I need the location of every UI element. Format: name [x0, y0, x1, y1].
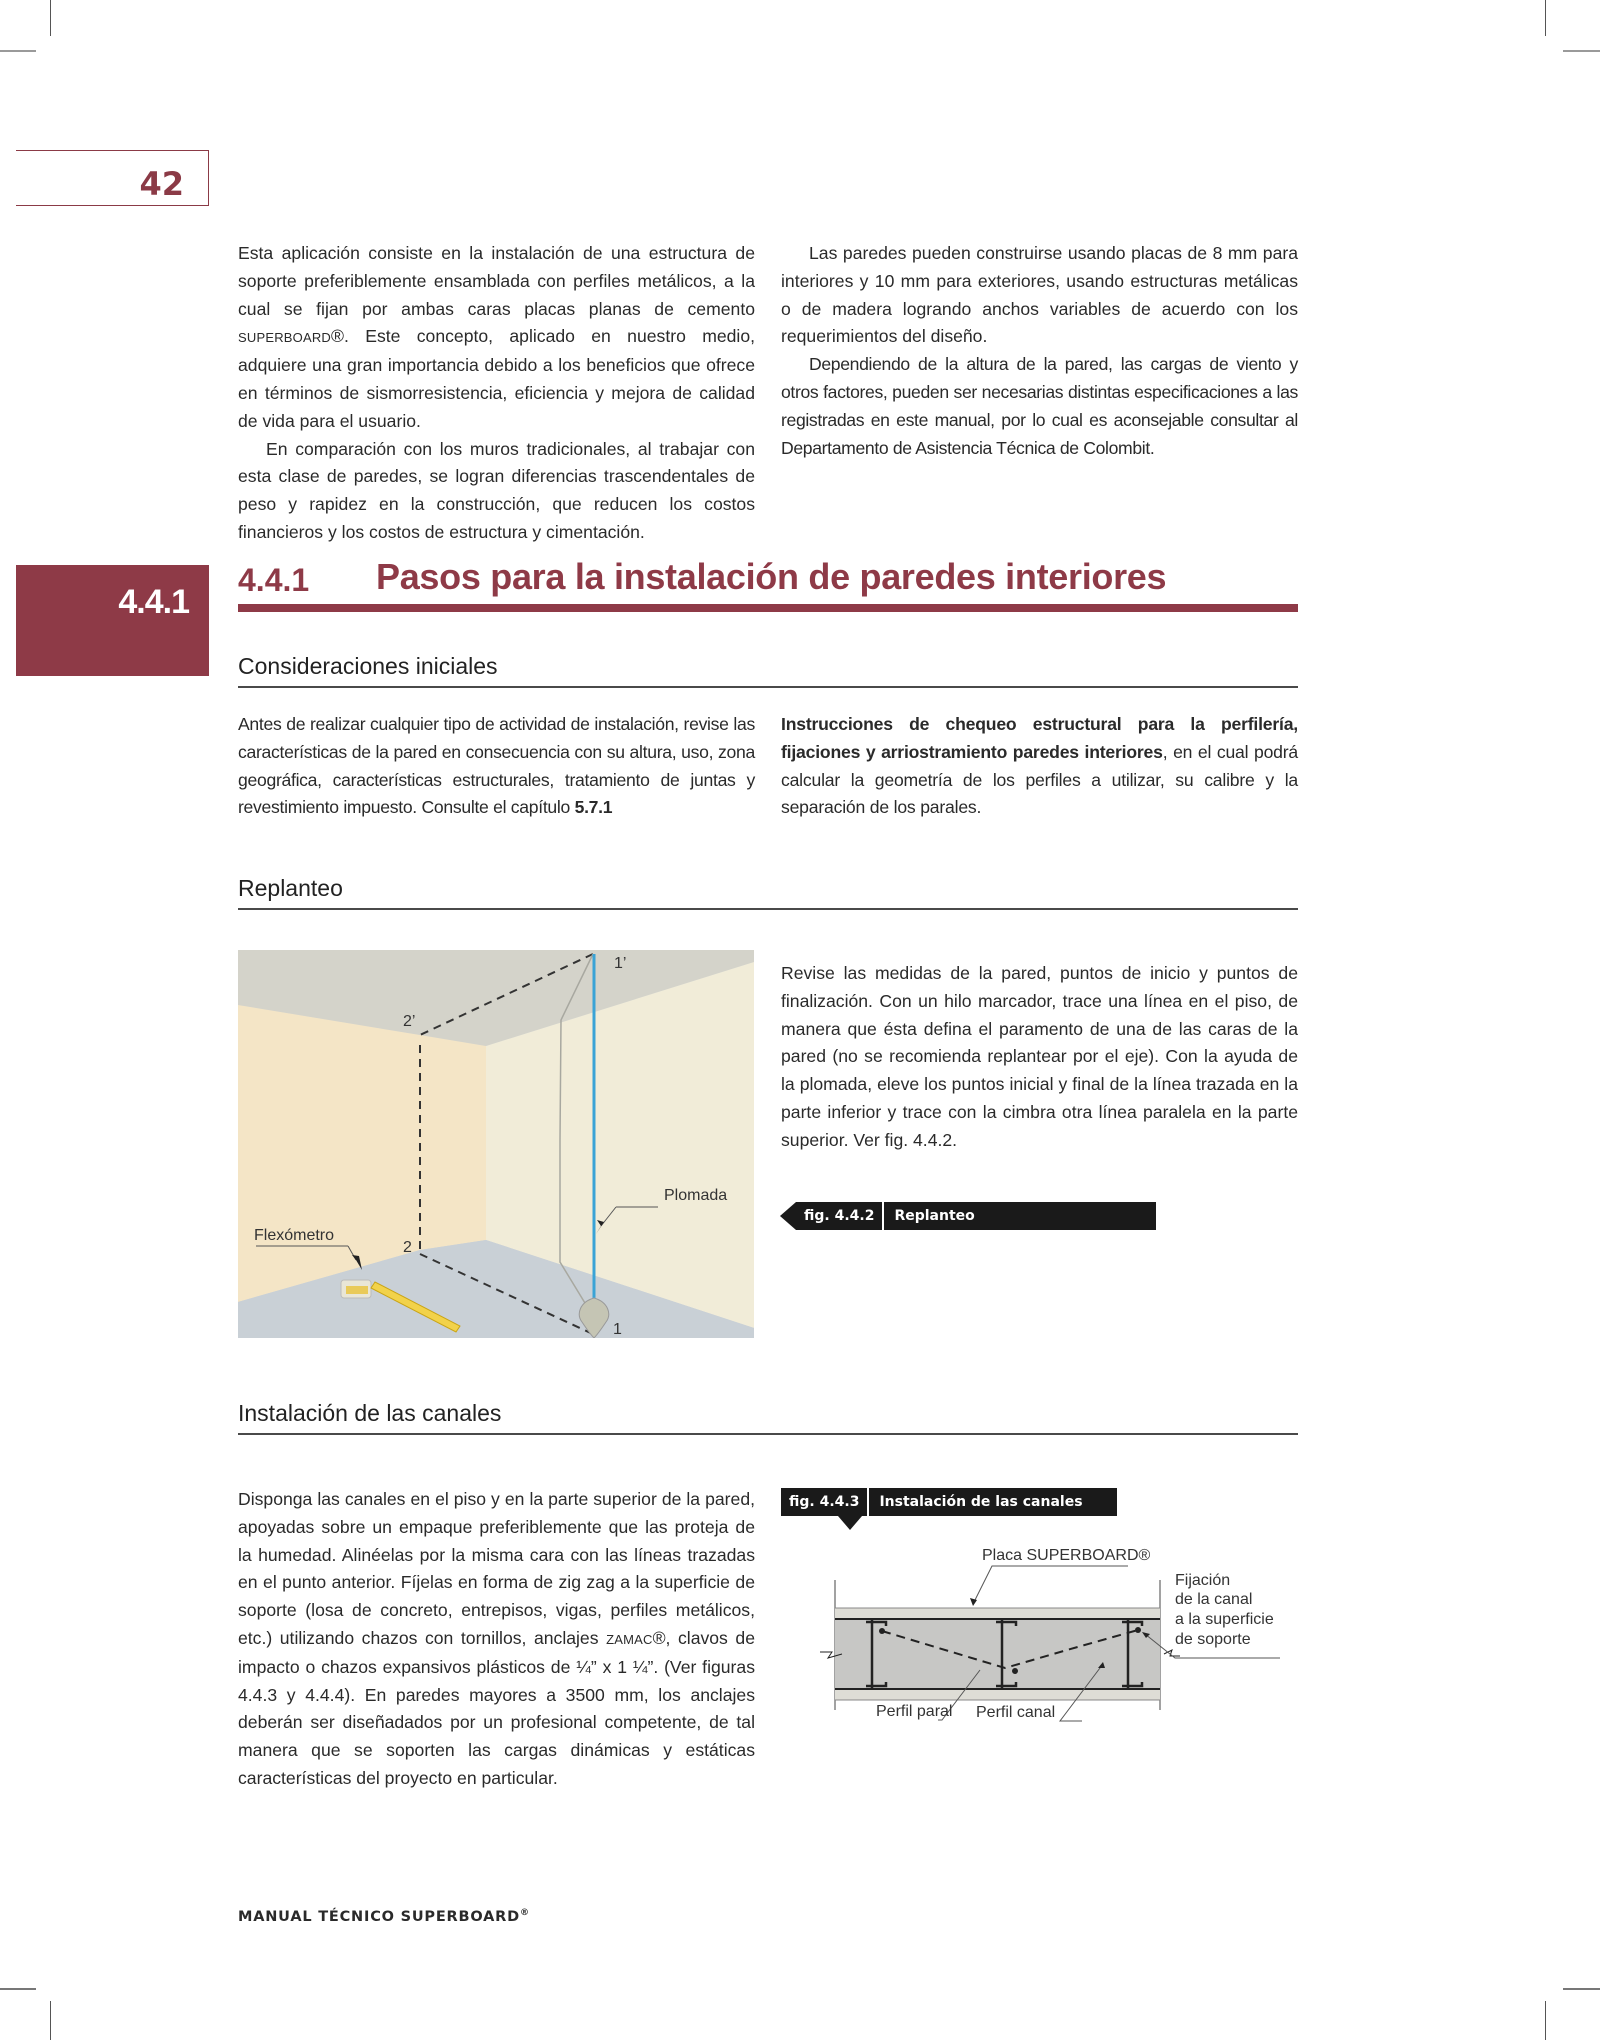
label-flexometro: Flexómetro	[254, 1227, 335, 1244]
crop-mark	[0, 1988, 36, 1990]
intro-paragraph-2: En comparación con los muros tradicionales, al trabajar con esta clase de paredes, se logran diferencias trascendentales de peso y rapidez en la construcción, que reducen los costos financieros y los costos de estructura y cimentación.	[238, 438, 755, 542]
crop-mark	[1545, 0, 1546, 36]
section-tab-number: 4.4.1	[118, 583, 189, 621]
label-plomada: Plomada	[664, 1187, 728, 1204]
label-point-1-prime: 1’	[614, 955, 627, 972]
crop-mark	[1563, 1988, 1600, 1990]
canales-section-diagram	[820, 1540, 1280, 1730]
figure-caption-4-4-2	[796, 1202, 1156, 1230]
subheading-consideraciones: Consideraciones iniciales	[238, 650, 1298, 688]
figure-pointer-arrow	[780, 1202, 796, 1230]
replanteo-text: Revise las medidas de la pared, puntos de inicio y puntos de finalización. Con un hilo marcador, trace una línea en el piso, de manera que ésta defina el paramento de una de las caras de la pared (no se recomienda replantear por el eje). Con la ayuda de la plomada, eleve los puntos inicial y final de la línea trazada en la parte inferior y trace con la cimbra otra línea paralela en la parte superior. Ver fig. 4.4.2.	[781, 963, 1298, 1150]
crop-mark	[50, 0, 51, 36]
label-perfil-paral: Perfil paral	[876, 1703, 953, 1720]
crop-mark	[0, 50, 36, 52]
page-footer: MANUAL TÉCNICO SUPERBOARD®	[238, 1908, 530, 1925]
figure-number: fig. 4.4.2	[796, 1202, 884, 1230]
brand-superboard: SUPERBOARD	[238, 330, 332, 346]
figure-title: Instalación de las canales	[879, 1494, 1083, 1510]
section-tab	[16, 565, 209, 676]
structural-check-reference: Instrucciones de chequeo estructural para la perfilería, fijaciones y arriostramiento paredes interiores	[781, 714, 1298, 762]
page-number-box	[16, 150, 209, 206]
replanteo-illustration	[238, 950, 754, 1338]
label-placa-superboard: Placa SUPERBOARD®	[982, 1547, 1151, 1564]
crop-mark	[1545, 2001, 1546, 2040]
crop-mark	[50, 2001, 51, 2040]
canales-text: Disponga las canales en el piso y en la parte superior de la pared, apoyadas sobre un empaque preferiblemente que las proteja de la humedad. Alinéelas por la misma cara con las líneas trazadas en el punto anterior. Fíjelas en forma de zig zag a la superficie de soporte (losa de concreto, entrepisos, vigas, perfiles metálicos, etc.) utilizando chazos con tornillos, anclajes ZAMAC®, clavos de impacto o chazos expansivos plásticos de ¼” x 1 ¼”. (Ver figuras 4.4.3 y 4.4.4). En paredes mayores a 3500 mm, los anclajes deberán ser diseñadados por un profesional competente, de tal manera que se soporten las cargas dinámicas y estáticas características del proyecto en particular.	[238, 1489, 755, 1788]
subheading-canales: Instalación de las canales	[238, 1397, 1298, 1435]
figure-number: fig. 4.4.3	[781, 1488, 869, 1516]
chapter-reference: 5.7.1	[574, 797, 613, 818]
section-heading	[238, 556, 1298, 612]
crop-mark	[1563, 50, 1600, 52]
label-point-2: 2	[403, 1239, 412, 1256]
consideraciones-left: Antes de realizar cualquier tipo de actividad de instalación, revise las características de la pared en consecuencia con su altura, uso, zona geográfica, características estructurales, tratamiento de juntas y revestimiento impuesto. Consulte el capítulo 5.7.1	[238, 714, 755, 818]
section-title: Pasos para la instalación de paredes interiores	[376, 556, 1167, 597]
label-fijacion: a la superficie	[1175, 1611, 1274, 1628]
intro-paragraph-1: Esta aplicación consiste en la instalación de una estructura de soporte preferiblemente ensamblada con perfiles metálicos, a la cual se fijan por ambas caras placas planas de cemento SUPERBOARD®. Este concepto, aplicado en nuestro medio, adquiere una gran importancia debido a los beneficios que ofrece en términos de sismorresistencia, eficiencia y mejora de calidad de vida para el usuario.	[238, 243, 755, 431]
page-number: 42	[139, 165, 184, 203]
intro-paragraph-3: Las paredes pueden construirse usando placas de 8 mm para interiores y 10 mm para exteriores, usando estructuras metálicas o de madera logrando anchos variables de acuerdo con los requerimientos del diseño.	[781, 243, 1298, 347]
figure-canales	[820, 1540, 1280, 1730]
intro-left-column	[238, 240, 755, 547]
consideraciones-right: Instrucciones de chequeo estructural para la perfilería, fijaciones y arriostramiento paredes interiores, en el cual podrá calcular la geometría de los perfiles a utilizar, su calibre y la separación de los parales.	[781, 714, 1298, 818]
figure-replanteo	[238, 950, 754, 1338]
subheading-replanteo: Replanteo	[238, 872, 1298, 910]
intro-right-column	[781, 240, 1298, 462]
label-point-1: 1	[613, 1321, 622, 1338]
figure-caption-4-4-3	[781, 1488, 1117, 1516]
intro-paragraph-4: Dependiendo de la altura de la pared, las cargas de viento y otros factores, pueden ser necesarias distintas especificaciones a las registradas en este manual, por lo cual es aconsejable consultar al Departamento de Asistencia Técnica de Colombit.	[781, 354, 1298, 458]
label-fijacion: Fijación	[1175, 1572, 1231, 1589]
section-number: 4.4.1	[238, 562, 310, 598]
label-fijacion: de la canal	[1175, 1591, 1253, 1608]
label-fijacion: de soporte	[1175, 1631, 1251, 1648]
label-point-2-prime: 2’	[403, 1013, 416, 1030]
brand-zamac: ZAMAC	[606, 1631, 653, 1647]
figure-title: Replanteo	[894, 1208, 975, 1224]
label-perfil-canal: Perfil canal	[976, 1704, 1056, 1721]
figure-pointer-arrow	[838, 1516, 862, 1530]
